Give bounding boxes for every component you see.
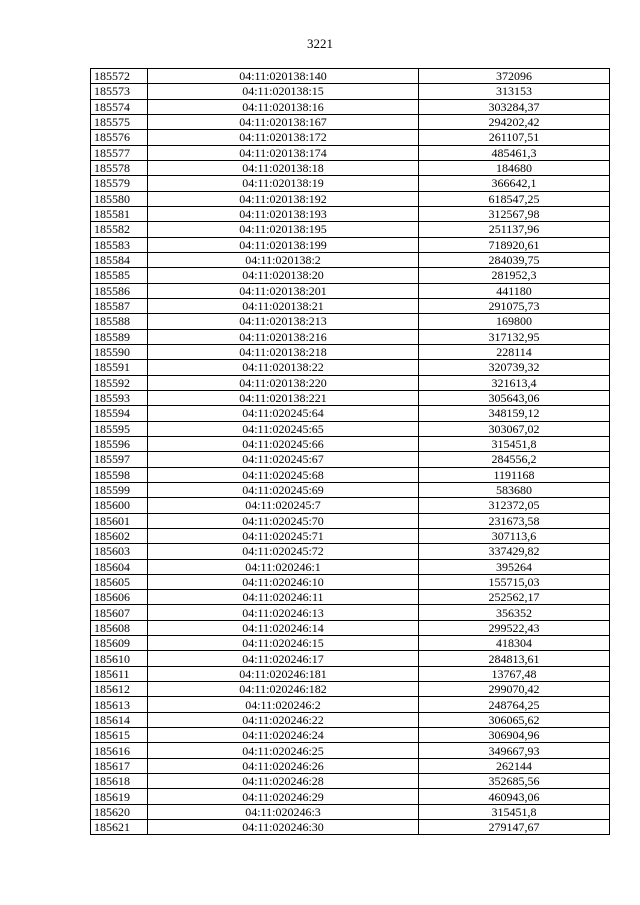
table-row	[91, 298, 610, 313]
table-row	[91, 69, 610, 84]
row-number-cell: 185601	[91, 513, 148, 528]
table-row	[91, 605, 610, 620]
cadastral-number-cell: 04:11:020245:67	[148, 452, 419, 467]
row-number-cell: 185593	[91, 390, 148, 405]
row-number-cell: 185604	[91, 559, 148, 574]
table-row	[91, 314, 610, 329]
cadastral-value-cell: 618547,25	[419, 191, 610, 206]
cadastral-number-cell: 04:11:020246:182	[148, 682, 419, 697]
page-number: 3221	[307, 36, 333, 51]
table-row	[91, 544, 610, 559]
row-number-cell: 185600	[91, 498, 148, 513]
cadastral-number-cell: 04:11:020245:68	[148, 467, 419, 482]
table-row	[91, 375, 610, 390]
table-row	[91, 712, 610, 727]
row-number-cell: 185581	[91, 206, 148, 221]
table-row	[91, 513, 610, 528]
table-row	[91, 452, 610, 467]
row-number-cell: 185578	[91, 160, 148, 175]
row-number-cell: 185615	[91, 728, 148, 743]
cadastral-number-cell: 04:11:020138:167	[148, 114, 419, 129]
cadastral-value-cell: 313153	[419, 84, 610, 99]
cadastral-value-cell: 279147,67	[419, 820, 610, 835]
row-number-cell: 185592	[91, 375, 148, 390]
row-number-cell: 185589	[91, 329, 148, 344]
cadastral-number-cell: 04:11:020245:69	[148, 482, 419, 497]
cadastral-value-cell: 13767,48	[419, 666, 610, 681]
cadastral-number-cell: 04:11:020245:65	[148, 421, 419, 436]
table-row	[91, 789, 610, 804]
table-row	[91, 268, 610, 283]
cadastral-value-cell: 349667,93	[419, 743, 610, 758]
cadastral-number-cell: 04:11:020138:2	[148, 252, 419, 267]
cadastral-number-cell: 04:11:020138:19	[148, 176, 419, 191]
cadastral-value-cell: 366642,1	[419, 176, 610, 191]
row-number-cell: 185619	[91, 789, 148, 804]
cadastral-value-cell: 231673,58	[419, 513, 610, 528]
table-row	[91, 160, 610, 175]
row-number-cell: 185584	[91, 252, 148, 267]
cadastral-number-cell: 04:11:020138:22	[148, 360, 419, 375]
cadastral-value-cell: 307113,6	[419, 528, 610, 543]
table-row	[91, 682, 610, 697]
cadastral-number-cell: 04:11:020246:2	[148, 697, 419, 712]
cadastral-value-cell: 252562,17	[419, 590, 610, 605]
cadastral-number-cell: 04:11:020245:71	[148, 528, 419, 543]
cadastral-number-cell: 04:11:020246:181	[148, 666, 419, 681]
row-number-cell: 185620	[91, 804, 148, 819]
cadastral-number-cell: 04:11:020138:221	[148, 390, 419, 405]
row-number-cell: 185582	[91, 222, 148, 237]
cadastral-value-cell: 261107,51	[419, 130, 610, 145]
cadastral-number-cell: 04:11:020138:192	[148, 191, 419, 206]
row-number-cell: 185580	[91, 191, 148, 206]
cadastral-value-cell: 294202,42	[419, 114, 610, 129]
cadastral-number-cell: 04:11:020138:140	[148, 69, 419, 84]
cadastral-value-cell: 372096	[419, 69, 610, 84]
table-row	[91, 804, 610, 819]
table-row	[91, 820, 610, 835]
cadastral-value-cell: 315451,8	[419, 804, 610, 819]
cadastral-value-cell: 315451,8	[419, 436, 610, 451]
table-row	[91, 774, 610, 789]
cadastral-number-cell: 04:11:020138:21	[148, 298, 419, 313]
table-row	[91, 406, 610, 421]
cadastral-value-cell: 348159,12	[419, 406, 610, 421]
cadastral-value-cell: 305643,06	[419, 390, 610, 405]
table-row	[91, 528, 610, 543]
cadastral-value-cell: 306065,62	[419, 712, 610, 727]
cadastral-number-cell: 04:11:020138:172	[148, 130, 419, 145]
cadastral-value-cell: 299070,42	[419, 682, 610, 697]
cadastral-number-cell: 04:11:020246:3	[148, 804, 419, 819]
cadastral-value-cell: 718920,61	[419, 237, 610, 252]
row-number-cell: 185597	[91, 452, 148, 467]
cadastral-value-cell: 306904,96	[419, 728, 610, 743]
cadastral-number-cell: 04:11:020246:30	[148, 820, 419, 835]
cadastral-number-cell: 04:11:020245:7	[148, 498, 419, 513]
cadastral-number-cell: 04:11:020246:24	[148, 728, 419, 743]
cadastral-number-cell: 04:11:020246:28	[148, 774, 419, 789]
cadastral-number-cell: 04:11:020246:11	[148, 590, 419, 605]
cadastral-value-cell: 262144	[419, 758, 610, 773]
cadastral-number-cell: 04:11:020245:72	[148, 544, 419, 559]
row-number-cell: 185610	[91, 651, 148, 666]
table-row	[91, 206, 610, 221]
cadastral-number-cell: 04:11:020246:17	[148, 651, 419, 666]
table-row	[91, 743, 610, 758]
cadastral-value-cell: 460943,06	[419, 789, 610, 804]
table-row	[91, 99, 610, 114]
cadastral-number-cell: 04:11:020138:216	[148, 329, 419, 344]
row-number-cell: 185574	[91, 99, 148, 114]
row-number-cell: 185575	[91, 114, 148, 129]
row-number-cell: 185572	[91, 69, 148, 84]
row-number-cell: 185608	[91, 620, 148, 635]
table-row	[91, 329, 610, 344]
cadastral-value-cell: 320739,32	[419, 360, 610, 375]
cadastral-number-cell: 04:11:020138:18	[148, 160, 419, 175]
cadastral-value-cell: 284039,75	[419, 252, 610, 267]
table-row	[91, 590, 610, 605]
cadastral-value-cell: 485461,3	[419, 145, 610, 160]
cadastral-value-cell: 184680	[419, 160, 610, 175]
row-number-cell: 185577	[91, 145, 148, 160]
table-row	[91, 252, 610, 267]
row-number-cell: 185616	[91, 743, 148, 758]
cadastral-value-table	[90, 68, 610, 835]
cadastral-number-cell: 04:11:020246:1	[148, 559, 419, 574]
cadastral-number-cell: 04:11:020138:174	[148, 145, 419, 160]
table-row	[91, 130, 610, 145]
table-row	[91, 574, 610, 589]
cadastral-number-cell: 04:11:020138:15	[148, 84, 419, 99]
cadastral-value-cell: 281952,3	[419, 268, 610, 283]
row-number-cell: 185594	[91, 406, 148, 421]
cadastral-value-cell: 352685,56	[419, 774, 610, 789]
row-number-cell: 185590	[91, 344, 148, 359]
cadastral-number-cell: 04:11:020246:29	[148, 789, 419, 804]
cadastral-number-cell: 04:11:020245:64	[148, 406, 419, 421]
table-row	[91, 237, 610, 252]
table-row	[91, 758, 610, 773]
row-number-cell: 185614	[91, 712, 148, 727]
cadastral-value-cell: 303284,37	[419, 99, 610, 114]
cadastral-value-cell: 337429,82	[419, 544, 610, 559]
cadastral-number-cell: 04:11:020138:195	[148, 222, 419, 237]
cadastral-value-cell: 312372,05	[419, 498, 610, 513]
cadastral-number-cell: 04:11:020138:213	[148, 314, 419, 329]
cadastral-number-cell: 04:11:020138:220	[148, 375, 419, 390]
row-number-cell: 185617	[91, 758, 148, 773]
row-number-cell: 185585	[91, 268, 148, 283]
table-row	[91, 498, 610, 513]
row-number-cell: 185576	[91, 130, 148, 145]
cadastral-number-cell: 04:11:020246:22	[148, 712, 419, 727]
cadastral-value-cell: 299522,43	[419, 620, 610, 635]
row-number-cell: 185587	[91, 298, 148, 313]
row-number-cell: 185596	[91, 436, 148, 451]
row-number-cell: 185579	[91, 176, 148, 191]
row-number-cell: 185599	[91, 482, 148, 497]
row-number-cell: 185613	[91, 697, 148, 712]
cadastral-number-cell: 04:11:020246:26	[148, 758, 419, 773]
cadastral-number-cell: 04:11:020246:25	[148, 743, 419, 758]
cadastral-value-cell: 317132,95	[419, 329, 610, 344]
cadastral-number-cell: 04:11:020138:201	[148, 283, 419, 298]
cadastral-number-cell: 04:11:020138:199	[148, 237, 419, 252]
cadastral-value-cell: 356352	[419, 605, 610, 620]
cadastral-value-cell: 441180	[419, 283, 610, 298]
cadastral-value-cell: 395264	[419, 559, 610, 574]
row-number-cell: 185583	[91, 237, 148, 252]
row-number-cell: 185605	[91, 574, 148, 589]
table-row	[91, 360, 610, 375]
table-row	[91, 390, 610, 405]
cadastral-number-cell: 04:11:020138:20	[148, 268, 419, 283]
cadastral-number-cell: 04:11:020245:66	[148, 436, 419, 451]
cadastral-number-cell: 04:11:020246:10	[148, 574, 419, 589]
table-row	[91, 436, 610, 451]
table-row	[91, 651, 610, 666]
row-number-cell: 185591	[91, 360, 148, 375]
row-number-cell: 185606	[91, 590, 148, 605]
cadastral-number-cell: 04:11:020246:13	[148, 605, 419, 620]
cadastral-value-cell: 303067,02	[419, 421, 610, 436]
cadastral-value-cell: 312567,98	[419, 206, 610, 221]
table-row	[91, 222, 610, 237]
table-row	[91, 114, 610, 129]
row-number-cell: 185609	[91, 636, 148, 651]
row-number-cell: 185607	[91, 605, 148, 620]
cadastral-value-cell: 251137,96	[419, 222, 610, 237]
cadastral-number-cell: 04:11:020246:15	[148, 636, 419, 651]
cadastral-value-cell: 418304	[419, 636, 610, 651]
cadastral-value-cell: 284556,2	[419, 452, 610, 467]
table-row	[91, 421, 610, 436]
table-row	[91, 636, 610, 651]
table-row	[91, 666, 610, 681]
table-row	[91, 145, 610, 160]
cadastral-value-cell: 284813,61	[419, 651, 610, 666]
table-row	[91, 344, 610, 359]
cadastral-value-cell: 1191168	[419, 467, 610, 482]
cadastral-number-cell: 04:11:020245:70	[148, 513, 419, 528]
table-row	[91, 467, 610, 482]
table-row	[91, 728, 610, 743]
table-body	[91, 69, 610, 835]
row-number-cell: 185621	[91, 820, 148, 835]
table-row	[91, 84, 610, 99]
cadastral-number-cell: 04:11:020246:14	[148, 620, 419, 635]
cadastral-number-cell: 04:11:020138:16	[148, 99, 419, 114]
cadastral-value-cell: 169800	[419, 314, 610, 329]
row-number-cell: 185588	[91, 314, 148, 329]
cadastral-number-cell: 04:11:020138:193	[148, 206, 419, 221]
table-row	[91, 191, 610, 206]
row-number-cell: 185598	[91, 467, 148, 482]
table-row	[91, 176, 610, 191]
cadastral-number-cell: 04:11:020138:218	[148, 344, 419, 359]
row-number-cell: 185586	[91, 283, 148, 298]
row-number-cell: 185618	[91, 774, 148, 789]
row-number-cell: 185595	[91, 421, 148, 436]
table-row	[91, 620, 610, 635]
cadastral-value-cell: 228114	[419, 344, 610, 359]
table-row	[91, 283, 610, 298]
table-row	[91, 559, 610, 574]
table-row	[91, 482, 610, 497]
cadastral-value-cell: 583680	[419, 482, 610, 497]
row-number-cell: 185602	[91, 528, 148, 543]
row-number-cell: 185611	[91, 666, 148, 681]
row-number-cell: 185603	[91, 544, 148, 559]
cadastral-value-cell: 321613,4	[419, 375, 610, 390]
row-number-cell: 185573	[91, 84, 148, 99]
cadastral-value-cell: 248764,25	[419, 697, 610, 712]
row-number-cell: 185612	[91, 682, 148, 697]
cadastral-value-cell: 291075,73	[419, 298, 610, 313]
table-row	[91, 697, 610, 712]
cadastral-value-cell: 155715,03	[419, 574, 610, 589]
